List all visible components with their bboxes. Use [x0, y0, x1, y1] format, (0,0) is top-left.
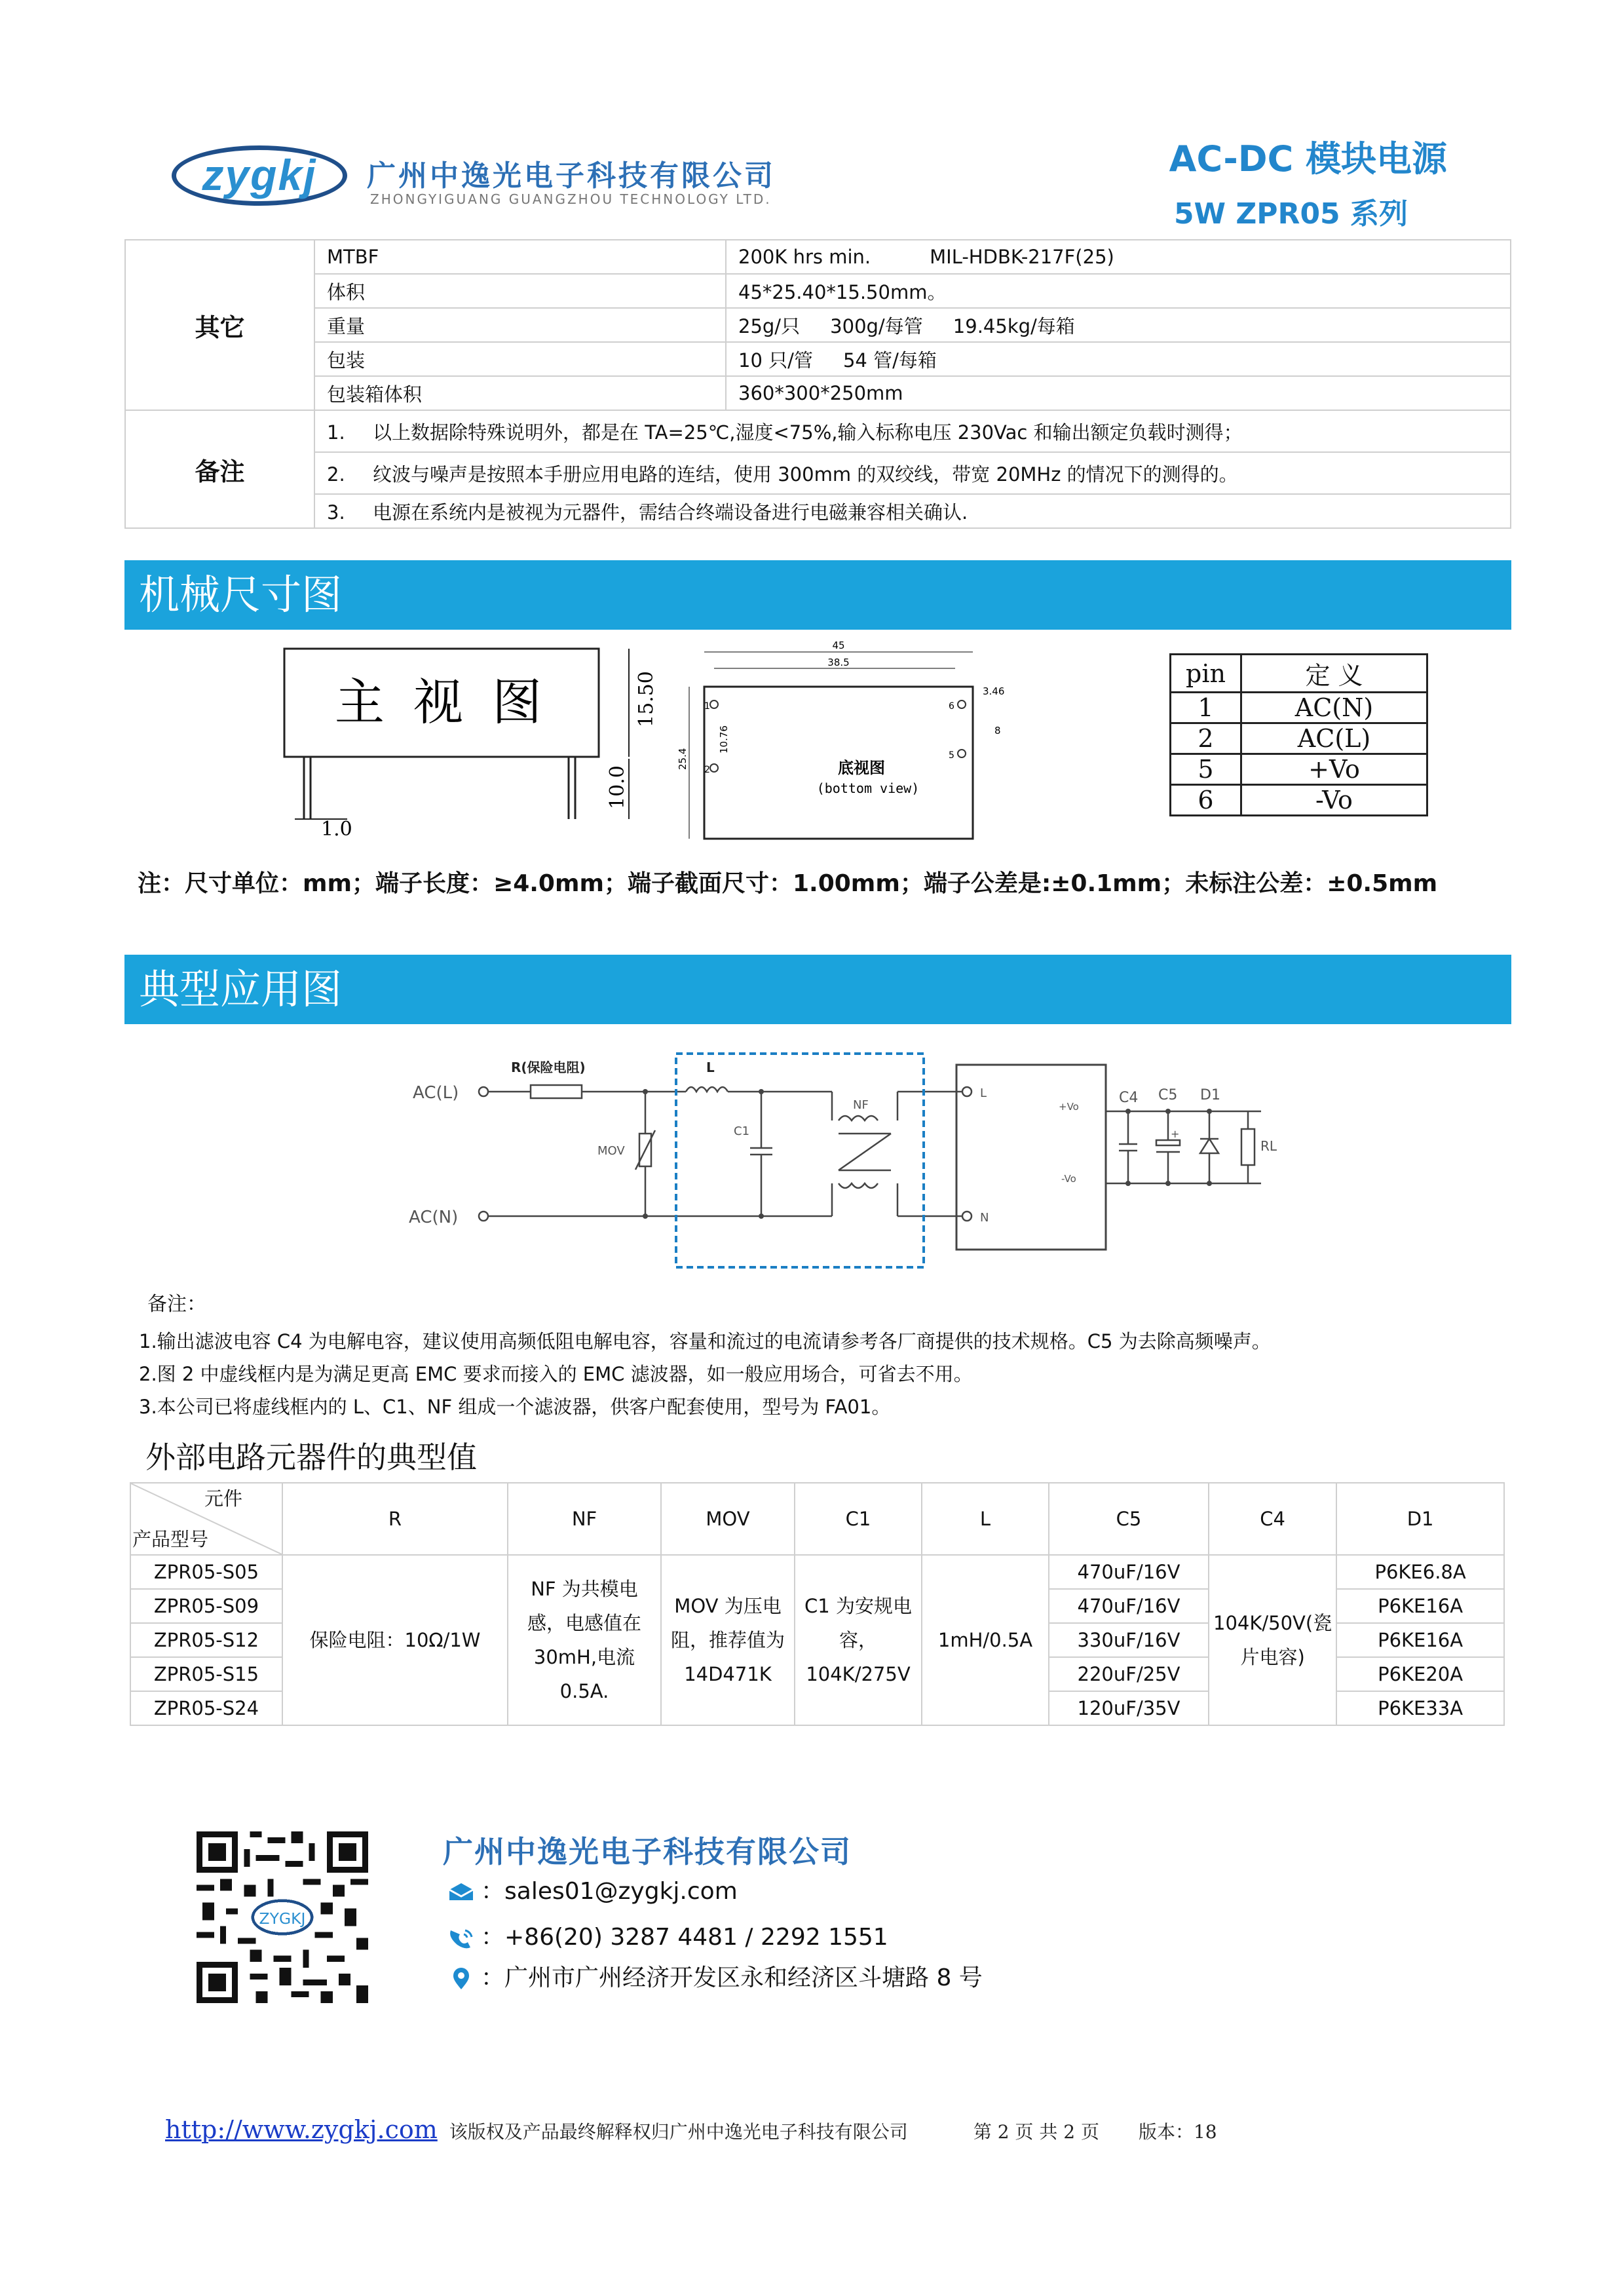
- label-d1: D1: [1200, 1087, 1220, 1103]
- label-r: R(保险电阻): [511, 1060, 586, 1075]
- dim-depth: 25.4: [677, 748, 689, 770]
- resistor-r: [531, 1085, 582, 1098]
- spec-table: [124, 239, 1511, 529]
- website-link[interactable]: http://www.zygkj.com: [165, 2115, 438, 2144]
- label-module-l: L: [980, 1086, 987, 1100]
- table-row: [1171, 655, 1427, 693]
- label-c1: C1: [734, 1124, 750, 1138]
- bottom-view-label: 底视图: [838, 759, 885, 777]
- terminal: [962, 1212, 972, 1221]
- pin-hole: [710, 764, 718, 772]
- corner-label-model: 产品型号: [132, 1528, 209, 1550]
- d1-value-cell: P6KE16A: [1336, 1589, 1504, 1623]
- table-row: [130, 1555, 1504, 1589]
- application-note: 3.本公司已将虚线框内的 L、C1、NF 组成一个滤波器，供客户配套使用，型号为 FA01。: [139, 1396, 891, 1418]
- table-row: [125, 274, 1511, 308]
- definition-cell: +Vo: [1241, 754, 1427, 785]
- column-header: C1: [795, 1483, 922, 1555]
- pin-number: 6: [949, 701, 954, 712]
- label-module-n: N: [980, 1211, 989, 1225]
- logo-text: zygkj: [202, 151, 317, 199]
- label-c5: C5: [1158, 1087, 1178, 1103]
- junction: [759, 1214, 764, 1219]
- c5-value-cell: 470uF/16V: [1049, 1555, 1209, 1589]
- spec-key: 包装箱体积: [314, 376, 726, 410]
- section-title: 典型应用图: [139, 965, 343, 1013]
- table-row: [125, 308, 1511, 342]
- nf-coil-top: [839, 1116, 878, 1120]
- c1-value-cell: C1 为安规电容，104K/275V: [795, 1555, 922, 1725]
- dim-pin-pitch: 1.0: [321, 818, 352, 841]
- c5-value-cell: 330uF/16V: [1049, 1623, 1209, 1657]
- page-footer: [165, 2115, 1217, 2144]
- column-header: R: [282, 1483, 508, 1555]
- dim-pin-length: 10.0: [606, 765, 629, 809]
- corner-diagonal: [131, 1483, 282, 1554]
- location-pin-icon: [445, 1967, 477, 1991]
- email-text[interactable]: ：sales01@zygkj.com: [481, 1878, 738, 1905]
- d1-value-cell: P6KE16A: [1336, 1623, 1504, 1657]
- contact-phone[interactable]: [445, 1919, 888, 1952]
- d1-value-cell: P6KE33A: [1336, 1691, 1504, 1725]
- section-bar-mechanical: [124, 560, 1511, 630]
- typical-values-table: [130, 1482, 1505, 1726]
- d1-value-cell: P6KE6.8A: [1336, 1555, 1504, 1589]
- model-cell: ZPR05-S12: [130, 1623, 282, 1657]
- definition-cell: AC(L): [1241, 723, 1427, 754]
- junction: [1207, 1109, 1212, 1114]
- pin-cell: 5: [1171, 754, 1241, 785]
- diode-d1: [1200, 1139, 1218, 1153]
- junction: [1207, 1181, 1212, 1186]
- junction: [1165, 1181, 1171, 1186]
- mail-icon: [445, 1881, 477, 1904]
- version-text: 版本：18: [1138, 2121, 1217, 2143]
- pin-cell: 1: [1171, 693, 1241, 723]
- spec-value: [726, 240, 1511, 274]
- pin-hole: [958, 700, 966, 708]
- dim-width-total: 45: [832, 640, 845, 651]
- table-row: [125, 494, 1511, 528]
- note-number: 2.: [327, 463, 345, 486]
- column-header: C4: [1209, 1483, 1336, 1555]
- note-text: 纹波与噪声是按照本手册应用电路的连结，使用 300mm 的双绞线，带宽 20MHz 的情况下的测得的。: [373, 463, 1238, 486]
- dim-top-offset: 3.46: [983, 685, 1005, 697]
- contact-company: 广州中逸光电子科技有限公司: [443, 1834, 852, 1869]
- qr-logo-text: ZYGKJ: [259, 1909, 306, 1928]
- pin-number: 5: [949, 750, 954, 761]
- column-header: D1: [1336, 1483, 1504, 1555]
- product-title: AC-DC 模块电源: [1169, 138, 1447, 180]
- label-vo-minus: -Vo: [1061, 1173, 1076, 1185]
- note-cell: [314, 452, 1511, 494]
- dim-right: 8: [994, 725, 1001, 737]
- page-number: 第 2 页 共 2 页: [973, 2121, 1099, 2143]
- product-series: 5W ZPR05 系列: [1173, 197, 1408, 231]
- copyright-text: 该版权及产品最终解释权归广州中逸光电子科技有限公司: [449, 2121, 908, 2143]
- company-name-en: ZHONGYIGUANG GUANGZHOU TECHNOLOGY LTD.: [370, 191, 772, 207]
- label-ac-n: AC(N): [409, 1208, 459, 1227]
- label-vo-plus: +Vo: [1059, 1101, 1079, 1113]
- spec-key: MTBF: [314, 240, 726, 274]
- junction: [1125, 1181, 1131, 1186]
- c5-value-cell: 470uF/16V: [1049, 1589, 1209, 1623]
- category-notes: 备注: [125, 410, 314, 528]
- corner-label-component: 元件: [204, 1487, 242, 1510]
- table-row: [1171, 693, 1427, 723]
- pin-header: pin: [1171, 655, 1241, 693]
- front-view-label: 主 视 图: [334, 673, 549, 731]
- model-cell: ZPR05-S05: [130, 1555, 282, 1589]
- c4-value-cell: 104K/50V(瓷片电容): [1209, 1555, 1336, 1725]
- nf-value-cell: NF 为共模电感，电感值在30mH,电流0.5A.: [508, 1555, 661, 1725]
- label-rl: RL: [1260, 1138, 1277, 1154]
- note-cell: [314, 410, 1511, 452]
- spec-key: 包装: [314, 342, 726, 376]
- bottom-view-label-en: (bottom view): [816, 780, 920, 796]
- label-c4: C4: [1119, 1090, 1139, 1106]
- junction: [643, 1089, 648, 1094]
- junction: [1165, 1109, 1171, 1114]
- pin-hole: [710, 700, 718, 708]
- terminal: [479, 1087, 488, 1096]
- pin-number: 2: [704, 765, 710, 775]
- d1-value-cell: P6KE20A: [1336, 1657, 1504, 1691]
- company-name-cn: 广州中逸光电子科技有限公司: [367, 159, 776, 193]
- table-row: [125, 410, 1511, 452]
- table-row: [125, 376, 1511, 410]
- definition-cell: -Vo: [1241, 785, 1427, 816]
- definition-cell: AC(N): [1241, 693, 1427, 723]
- table-row: [1171, 785, 1427, 816]
- table-row: [1171, 723, 1427, 754]
- inductor-l: [686, 1087, 728, 1092]
- label-mov: MOV: [597, 1144, 625, 1158]
- dim-width-pins: 38.5: [827, 657, 850, 668]
- section-bar-application: [124, 955, 1511, 1024]
- note-number: 1.: [327, 421, 345, 444]
- module-box: [956, 1065, 1106, 1250]
- table-row: [1171, 754, 1427, 785]
- terminal: [479, 1212, 488, 1221]
- qr-code-graphic: [197, 1831, 368, 2003]
- category-other: 其它: [125, 240, 314, 410]
- mov-slash: [635, 1130, 655, 1170]
- label-nf: NF: [853, 1098, 869, 1112]
- table-row: [125, 240, 1511, 274]
- typical-values-title: 外部电路元器件的典型值: [145, 1440, 477, 1475]
- spec-key: 重量: [314, 308, 726, 342]
- dim-inner: 10.76: [718, 725, 730, 754]
- remark-title: 备注：: [147, 1293, 206, 1316]
- table-row: [125, 452, 1511, 494]
- note-text: 电源在系统内是被视为元器件，需结合终端设备进行电磁兼容相关确认.: [373, 501, 968, 524]
- phone-text[interactable]: ：+86(20) 3287 4481 / 2292 1551: [481, 1924, 888, 1951]
- l-value-cell: 1mH/0.5A: [922, 1555, 1049, 1725]
- nf-coil-bottom: [839, 1183, 878, 1188]
- pin-hole: [958, 750, 966, 757]
- model-cell: ZPR05-S15: [130, 1657, 282, 1691]
- resistor-rl: [1241, 1129, 1255, 1165]
- dimension-note: 注：尺寸单位：mm；端子长度：≥4.0mm；端子截面尺寸：1.00mm；端子公差是:±0.1mm；未标注公差：±0.5mm: [138, 870, 1438, 897]
- spec-value: 360*300*250mm: [726, 376, 1511, 410]
- contact-email[interactable]: [445, 1873, 738, 1906]
- spec-value: 25g/只 300g/每管 19.45kg/每箱: [726, 308, 1511, 342]
- capacitor-c5-plate: [1156, 1140, 1180, 1145]
- mtbf-value: 200K hrs min.: [738, 246, 871, 268]
- model-cell: ZPR05-S09: [130, 1589, 282, 1623]
- address-text: ：广州市广州经济开发区永和经济区斗塘路 8 号: [481, 1964, 983, 1991]
- mechanical-drawing: [275, 629, 1029, 845]
- column-header: MOV: [661, 1483, 795, 1555]
- note-number: 3.: [327, 501, 345, 524]
- application-circuit: [393, 1035, 1310, 1271]
- nf-core: [839, 1134, 891, 1170]
- note-cell: [314, 494, 1511, 528]
- application-note: 1.输出滤波电容 C4 为电解电容，建议使用高频低阻电解电容，容量和流过的电流请参考各厂商提供的技术规格。C5 为去除高频噪声。: [139, 1330, 1271, 1352]
- corner-cell: [130, 1483, 282, 1555]
- column-header: NF: [508, 1483, 661, 1555]
- mtbf-standard: MIL-HDBK-217F(25): [930, 246, 1114, 268]
- pin-table: [1169, 653, 1428, 816]
- c5-value-cell: 220uF/25V: [1049, 1657, 1209, 1691]
- label-polarity: +: [1171, 1128, 1180, 1140]
- junction: [643, 1214, 648, 1219]
- column-header: C5: [1049, 1483, 1209, 1555]
- table-row: [125, 342, 1511, 376]
- application-note: 2.图 2 中虚线框内是为满足更高 EMC 要求而接入的 EMC 滤波器，如一般应用场合，可省去不用。: [139, 1363, 973, 1385]
- spec-value: 45*25.40*15.50mm。: [726, 274, 1511, 308]
- section-title: 机械尺寸图: [139, 571, 343, 619]
- model-cell: ZPR05-S24: [130, 1691, 282, 1725]
- pin-cell: 6: [1171, 785, 1241, 816]
- mov-value-cell: MOV 为压电阻，推荐值为14D471K: [661, 1555, 795, 1725]
- spec-key: 体积: [314, 274, 726, 308]
- junction: [1125, 1109, 1131, 1114]
- junction-dots: [643, 1089, 1212, 1219]
- note-text: 以上数据除特殊说明外，都是在 TA=25℃,湿度<75%,输入标称电压 230Vac 和输出额定负载时测得；: [373, 421, 1243, 444]
- terminal: [962, 1087, 972, 1096]
- pin-cell: 2: [1171, 723, 1241, 754]
- table-header-row: [130, 1483, 1504, 1555]
- dim-height: 15.50: [635, 671, 658, 727]
- r-value-cell: 保险电阻：10Ω/1W: [282, 1555, 508, 1725]
- emc-filter-box: [676, 1054, 924, 1267]
- label-ac-l: AC(L): [413, 1083, 459, 1103]
- pin-number: 1: [704, 701, 710, 712]
- definition-header: 定 义: [1241, 655, 1427, 693]
- spec-value: 10 只/管 54 管/每箱: [726, 342, 1511, 376]
- contact-address: [445, 1959, 983, 1993]
- column-header: L: [922, 1483, 1049, 1555]
- phone-icon: [445, 1926, 477, 1950]
- qr-code: [197, 1831, 368, 2003]
- junction: [759, 1089, 764, 1094]
- c5-value-cell: 120uF/35V: [1049, 1691, 1209, 1725]
- label-l: L: [706, 1060, 715, 1075]
